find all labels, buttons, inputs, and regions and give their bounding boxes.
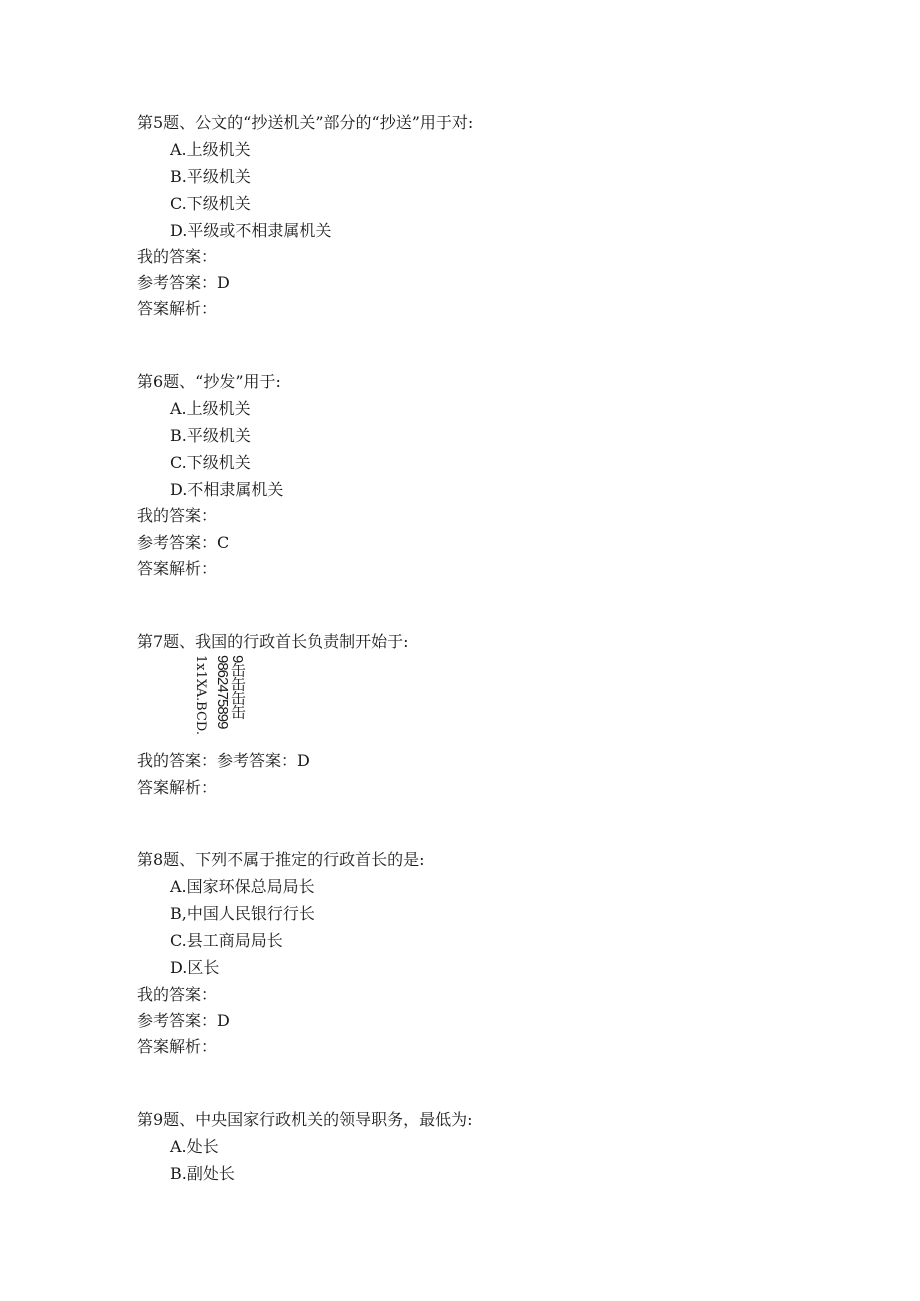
question-5-reference-answer: 参考答案：D [137,273,230,292]
question-6-option-a: A.上级机关 [170,399,251,418]
question-5-option-c: C.下级机关 [170,194,251,213]
question-7-title: 第7题、我国的行政首长负责制开始于: [137,632,409,651]
question-8-option-a: A.国家环保总局局长 [170,877,315,896]
question-6-option-c: C.下级机关 [170,453,251,472]
question-7-analysis: 答案解析： [137,778,218,797]
question-6-reference-answer: 参考答案：C [137,533,230,552]
garbled-column-1: 1x1XA.BCD. [193,655,208,736]
question-5-my-answer: 我的答案： [137,247,218,266]
question-6-title: 第6题、“抄发”用于: [137,372,281,391]
question-9-title: 第9题、中央国家行政机关的领导职务，最低为: [137,1110,473,1129]
question-6-analysis: 答案解析： [137,559,218,578]
question-8-title: 第8题、下列不属于推定的行政首长的是: [137,850,425,869]
question-8-analysis: 答案解析： [137,1037,218,1056]
question-8-reference-answer: 参考答案：D [137,1011,230,1030]
question-5-option-d: D.平级或不相隶属机关 [170,221,332,240]
question-7-garbled-options [188,655,268,740]
garbled-column-3: 9缶缶缶缶 [229,655,246,719]
question-8-my-answer: 我的答案： [137,985,218,1004]
question-6-option-b: B.平级机关 [170,426,251,445]
question-7-answer-line: 我的答案：参考答案：D [137,751,310,770]
question-6-option-d: D.不相隶属机关 [170,480,284,499]
question-5-title: 第5题、公文的“抄送机关”部分的“抄送”用于对: [137,113,474,132]
question-8-option-d: D.区长 [170,958,220,977]
question-6-my-answer: 我的答案： [137,506,218,525]
question-5-option-b: B.平级机关 [170,167,251,186]
garbled-column-2: 9862475899 [214,655,231,729]
question-8-option-b: B,中国人民银行行长 [170,904,315,923]
question-8-option-c: C.县工商局局长 [170,931,283,950]
question-5-analysis: 答案解析： [137,299,218,318]
question-5-option-a: A.上级机关 [170,140,251,159]
question-9-option-a: A.处长 [170,1137,219,1156]
question-9-option-b: B.副处长 [170,1164,235,1183]
